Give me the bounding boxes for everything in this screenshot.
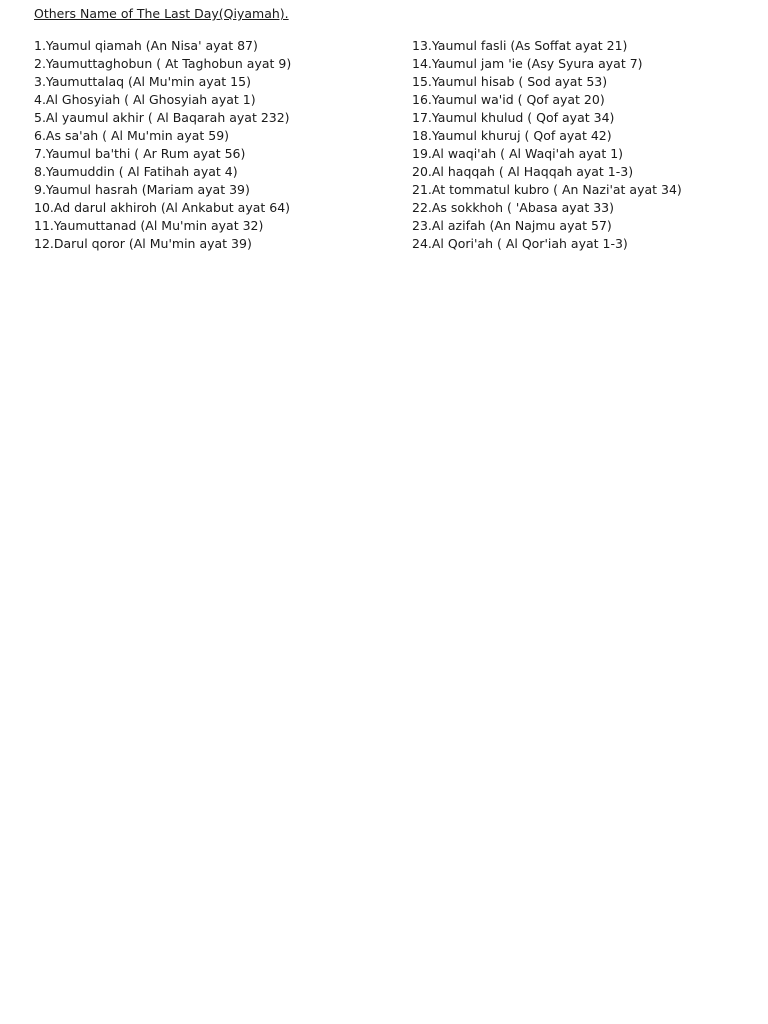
names-list-right	[412, 37, 682, 253]
list-item: 18.Yaumul khuruj ( Qof ayat 42)	[412, 128, 612, 143]
list-item: 6.As sa'ah ( Al Mu'min ayat 59)	[34, 128, 230, 143]
list-item: 14.Yaumul jam 'ie (Asy Syura ayat 7)	[412, 56, 643, 71]
list-item: 3.Yaumuttalaq (Al Mu'min ayat 15)	[34, 74, 251, 89]
document-title: Others Name of The Last Day(Qiyamah).	[34, 6, 289, 21]
list-item: 11.Yaumuttanad (Al Mu'min ayat 32)	[34, 218, 264, 233]
list-item: 12.Darul qoror (Al Mu'min ayat 39)	[34, 236, 252, 251]
list-item: 16.Yaumul wa'id ( Qof ayat 20)	[412, 92, 605, 107]
list-item: 7.Yaumul ba'thi ( Ar Rum ayat 56)	[34, 146, 246, 161]
list-item: 8.Yaumuddin ( Al Fatihah ayat 4)	[34, 164, 238, 179]
list-item: 5.Al yaumul akhir ( Al Baqarah ayat 232)	[34, 110, 290, 125]
list-item: 1.Yaumul qiamah (An Nisa' ayat 87)	[34, 38, 258, 53]
names-list-left	[34, 37, 291, 253]
list-item: 10.Ad darul akhiroh (Al Ankabut ayat 64)	[34, 200, 291, 215]
list-item: 17.Yaumul khulud ( Qof ayat 34)	[412, 110, 615, 125]
list-item: 21.At tommatul kubro ( An Nazi'at ayat 34)	[412, 182, 682, 197]
list-item: 9.Yaumul hasrah (Mariam ayat 39)	[34, 182, 250, 197]
list-item: 4.Al Ghosyiah ( Al Ghosyiah ayat 1)	[34, 92, 256, 107]
list-item: 2.Yaumuttaghobun ( At Taghobun ayat 9)	[34, 56, 292, 71]
list-item: 23.Al azifah (An Najmu ayat 57)	[412, 218, 612, 233]
list-item: 15.Yaumul hisab ( Sod ayat 53)	[412, 74, 608, 89]
list-item: 19.Al waqi'ah ( Al Waqi'ah ayat 1)	[412, 146, 624, 161]
list-item: 13.Yaumul fasli (As Soffat ayat 21)	[412, 38, 628, 53]
list-item: 22.As sokkhoh ( 'Abasa ayat 33)	[412, 200, 614, 215]
list-item: 20.Al haqqah ( Al Haqqah ayat 1-3)	[412, 164, 634, 179]
list-item: 24.Al Qori'ah ( Al Qor'iah ayat 1-3)	[412, 236, 628, 251]
